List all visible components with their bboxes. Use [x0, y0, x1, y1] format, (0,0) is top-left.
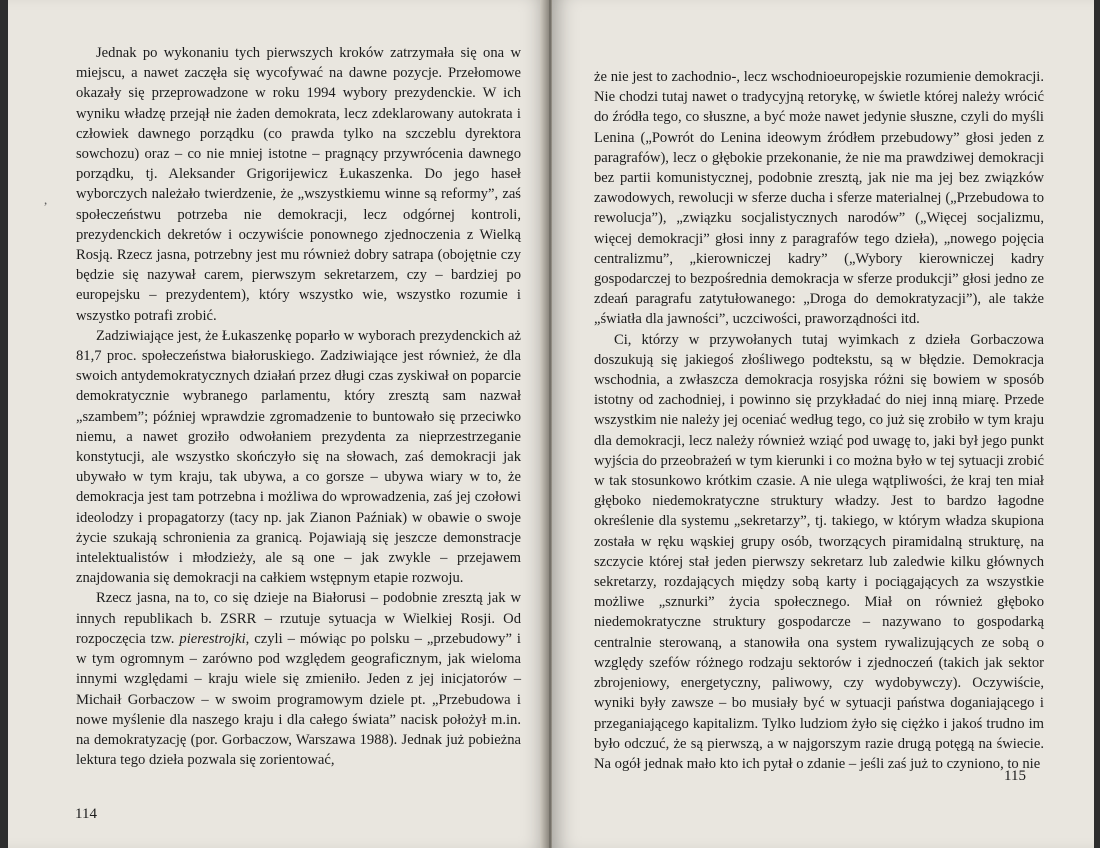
left-paragraph-3-end: , czyli – mówiąc po polsku – „przebudowy” i w tym ogromnym – zarówno pod względem geograficznym, jak wieloma innymi względami – kraju wiele się zmieniło. Jeden z jej inicjatorów – Michaił Gorbaczow – w swoim programowym dziele pt. „Przebudowa i nowe myślenie dla naszego kraju i dla całego świata” nacisk położył m.in. na demokratyzację (por. Gorbaczow, Warszawa 1988). Jednak już pobieżna lektura tego dzieła pozwala się zorientować,	[76, 630, 521, 769]
page-number-right: 115	[1004, 768, 1026, 784]
right-paragraph-2: Ci, którzy w przywołanych tutaj wyimkach z dzieła Gorbaczowa doszukują się jakiegoś złośliwego podtekstu, są w błędzie. Demokracja wschodnia, a zwłaszcza demokracja rosyjska różni się bowiem w sposób istotny od zachodniej, i powinno się przykładać do niej inną miarę. Przede wszystkim nie należy jej oceniać według tego, co już się zrobiło w tym kraju dla demokracji, lecz należy również wziąć pod uwagę to, jaki był jego punkt wyjścia do przeobrażeń w tym kierunki i co można było w tej sytuacji zrobić w tak stosunkowo krótkim czasie. A nie ulega wątpliwości, że kraj ten miał głęboko niedemokratyczne struktury władzy. Jest to bardzo łagodne określenie dla systemu „sekretarzy”, tj. takiego, w którym władza skupiona została w ręku wąskiej grupy osób, tworzących piramidalną strukturę, na szczycie której stał jeden pierwszy sekretarz lub zaledwie kilku głównych sekretarzy, rozdających między sobą karty i pociągających za wszystkie możliwe „sznurki” życia społecznego. Miał on również głęboko niedemokratyczne struktury gospodarcze – nazywano to gospodarką centralnie sterowaną, a stanowiła ona system rywalizujących ze sobą o względy szefów różnego rodzaju sektorów i zjednoczeń (takich jak sektor zbrojeniowy, energetyczny, paliwowy, czy wydobywczy). Oczywiście, wyniki były zawsze – bo musiały być w sytuacji państwa doganiającego i przeganiającego kapitalizm. Tylko ludziom żyło się ciężko i jakoś trudno im było odczuć, że są pierwszą, a w najgorszym razie drugą potęgą na świecie. Na ogół jednak mało kto ich pytał o zdanie – jeśli zaś już to czyniono, to nie	[594, 331, 1044, 772]
left-page-text	[76, 43, 521, 770]
left-paragraph-3	[76, 588, 521, 770]
left-paragraph-3-italic: pierestrojki	[179, 630, 246, 647]
left-paragraph-1: Jednak po wykonaniu tych pierwszych kroków zatrzymała się ona w miejscu, a nawet zaczęła się wycofywać na dawne pozycje. Przełomowe okazały się przeprowadzone w roku 1994 wybory prezydenckie. W ich wyniku władzę przejął nie żaden demokrata, lecz zdeklarowany autokrata i człowiek dawnego porządku (co prawda tylko na szczeblu dyrektora sowchozu) oraz – co nie mniej istotne – pragnący przywrócenia dawnego porządku, tj. Aleksander Grigorijewicz Łukaszenka. Do jego haseł wyborczych należało twierdzenie, że „wszystkiemu winne są reformy”, zaś społeczeństwu potrzeba nie demokracji, lecz odgórnej kontroli, prezydenckich dekretów i oczywiście ponownego zjednoczenia z Wielką Rosją. Rzecz jasna, potrzebny jest mu również dobry satrapa (obojętnie czy będzie się nazywał carem, pierwszym sekretarzem, czy – bardziej po europejsku – prezydentem), który wszystko wie, wszystko rozumie i wszystko potrafi zrobić.	[76, 45, 521, 324]
left-paragraph-3-start: Rzecz jasna, na to, co się dzieje na Białorusi – podobnie zresztą jak w innych republikach b. ZSRR – rzutuje sytuacja w Wielkiej Rosji. Od rozpoczęcia tzw.	[76, 590, 521, 647]
page-number-left: 114	[75, 806, 97, 822]
left-paragraph-2: Zadziwiające jest, że Łukaszenkę poparło w wyborach prezydenckich aż 81,7 proc. społeczeństwa białoruskiego. Zadziwiające jest również, że dla swoich antydemokratycznych działań przez długi czas zyskiwał on poparcie demokratycznie wybranego parlamentu, który zresztą sam nazwał „szambem”; później wprawdzie zgromadzenie to buntowało się przeciwko niemu, a nawet groziło odwołaniem prezydenta za nieprzestrzeganie konstytucji, ale wszystko skończyło się na słowach, zaś demokracji jak ubywało w tym kraju, tak ubywa, a co gorsze – ubywa wiary w to, że demokracja jest tam potrzebna i możliwa do wprowadzenia, zaś jej czołowi ideolodzy i propagatorzy (tacy np. jak Zianon Paźniak) w obawie o swoje życie szukają schronienia za granicą. Pojawiają się jeszcze demonstracje intelektualistów i młodzieży, ale są one – jak zwykle – przejawem znajdowania się demokracji na całkiem wstępnym etapie rozwoju.	[76, 327, 521, 587]
left-page	[8, 0, 548, 848]
right-page	[552, 0, 1094, 848]
right-paragraph-continued: że nie jest to zachodnio-, lecz wschodnioeuropejskie rozumienie demokracji. Nie chodzi tutaj nawet o tradycyjną retorykę, w świetle której należy wrócić do źródła tego, co słuszne, a być może nawet jedynie słuszne, czyli do myśli Lenina („Powrót do Lenina ideowym źródłem przebudowy” głosi jeden z paragrafów), lecz o głębokie przekonanie, że nie ma prawdziwej demokracji bez partii komunistycznej, podobnie zresztą, jak nie ma jej bez związków zawodowych, rewolucji w sferze ducha i sferze materialnej („Przebudowa to rewolucja”), „związku socjalistycznych narodów” („Więcej socjalizmu, więcej demokracji” głosi inny z paragrafów tego dzieła), „nowego pojęcia centralizmu”, „kierowniczej kadry” („Wybory kierowniczej kadry gospodarczej to bezpośrednia demokracja w sferze produkcji” głosi jedno ze zdeań paragrafu zatytułowanego: „Droga do demokratyzacji”), ale także „światła dla jawności”, uczciwości, praworządności itd.	[594, 69, 1044, 328]
margin-mark: ,	[44, 192, 48, 207]
right-page-text	[594, 67, 1044, 774]
